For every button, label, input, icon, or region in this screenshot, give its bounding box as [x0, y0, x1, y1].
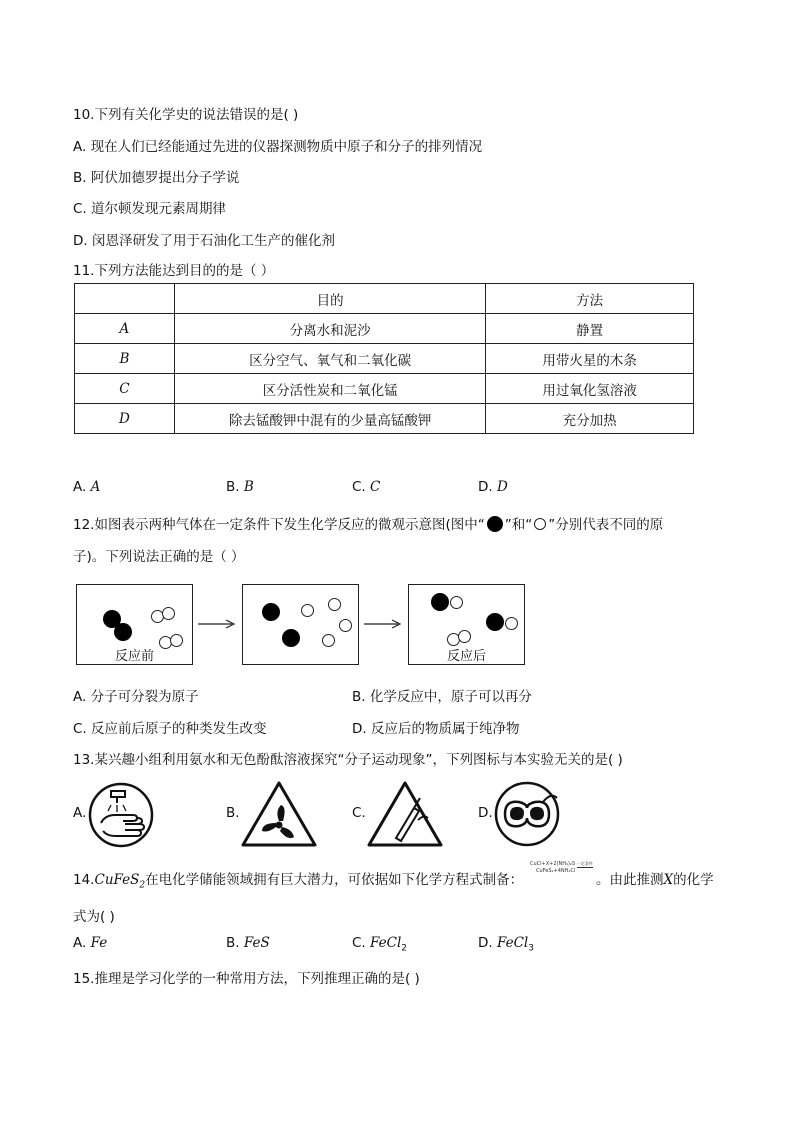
white-atom-icon [301, 604, 314, 617]
q10-stem: 10.下列有关化学史的说法错误的是( ) [73, 107, 299, 123]
table-cell: C [75, 374, 175, 404]
table-cell: 区分活性炭和二氧化锰 [174, 374, 485, 404]
option-prefix: D. [478, 479, 497, 495]
table-row [75, 404, 694, 434]
q13-label-d: D. [478, 805, 493, 821]
option-value: D [496, 479, 508, 495]
black-atom-icon [114, 623, 132, 641]
label-after: 反应后 [446, 649, 486, 664]
white-atom-icon [328, 598, 341, 611]
option-value: C [370, 479, 381, 495]
ventilation-fan-icon [240, 780, 318, 848]
table-cell: D [75, 404, 175, 434]
q12-stem-part3: ”分别代表不同的原 [548, 517, 664, 533]
q10-option-a: A. 现在人们已经能通过先进的仪器探测物质中原子和分子的排列情况 [73, 139, 483, 155]
table-row [75, 344, 694, 374]
table-header-cell [75, 284, 175, 314]
table-cell: A [75, 314, 175, 344]
white-atom-icon [505, 617, 518, 630]
black-atom-icon [282, 629, 300, 647]
black-atom-icon [262, 603, 280, 621]
sharp-object-icon [366, 780, 444, 848]
q13-stem: 13.某兴趣小组利用氨水和无色酚酞溶液探究“分子运动现象”，下列图标与本实验无关的是( ) [73, 752, 623, 768]
q12-stem-line2: 子)。下列说法正确的是（ ） [73, 549, 245, 565]
black-atom-icon [487, 516, 503, 532]
q14-option-c: C. FeCl$_2$ [352, 935, 408, 954]
q11-option-a [73, 479, 100, 495]
option-prefix: C. [352, 479, 371, 495]
q11-stem: 11.下列方法能达到目的的是（ ） [73, 263, 275, 279]
table-row [75, 314, 694, 344]
q12-option-b: B. 化学反应中，原子可以再分 [352, 689, 532, 705]
q10-option-b: B. 阿伏加德罗提出分子学说 [73, 170, 240, 186]
reaction-before-box [76, 584, 193, 665]
hand-wash-icon [87, 781, 155, 849]
option-prefix: B. [226, 479, 244, 495]
q13-label-b: B. [226, 805, 240, 821]
white-atom-icon [534, 518, 546, 530]
option-prefix: A. [73, 479, 91, 495]
q13-label-a: A. [73, 805, 87, 821]
q15-stem: 15.推理是学习化学的一种常用方法，下列推理正确的是( ) [73, 971, 420, 987]
q10-option-c: C. 道尔顿发现元素周期律 [73, 201, 227, 217]
reaction-after-box [408, 584, 525, 665]
label-before: 反应前 [114, 649, 154, 664]
q14-stem-end: 。由此推测X的化学 [596, 872, 714, 888]
black-atom-icon [486, 613, 504, 631]
white-atom-icon [458, 630, 471, 643]
q11-option-c [352, 479, 380, 495]
white-atom-icon [322, 634, 335, 647]
table-cell: 静置 [486, 314, 694, 344]
q14-option-d: D. FeCl$_3$ [478, 935, 534, 954]
q14-number: 14. [73, 872, 95, 888]
q14-formula: CuFeS$_2$ [94, 872, 146, 891]
q14-stem-mid: 在电化学储能领域拥有巨大潜力，可依据如下化学方程式制备： [145, 872, 524, 888]
q10-option-d: D. 闵恩泽研发了用于石油化工生产的催化剂 [73, 233, 335, 249]
q11-table [74, 283, 694, 434]
option-value: A [90, 479, 101, 495]
table-cell: 用带火星的木条 [486, 344, 694, 374]
table-cell: 用过氧化氢溶液 [486, 374, 694, 404]
table-header-row [75, 284, 694, 314]
table-cell: 充分加热 [486, 404, 694, 434]
option-value: B [243, 479, 254, 495]
q12-stem-part1: 12.如图表示两种气体在一定条件下发生化学反应的微观示意图(图中“ [73, 517, 485, 533]
white-atom-icon [339, 619, 352, 632]
q14-option-a: A. Fe [73, 935, 108, 951]
table-cell: B [75, 344, 175, 374]
q11-option-b [226, 479, 254, 495]
q14-option-b: B. FeS [226, 935, 270, 951]
q12-stem-part2: ”和“ [504, 517, 533, 533]
arrow-icon [362, 618, 404, 630]
q12-option-c: C. 反应前后原子的种类发生改变 [73, 721, 267, 737]
q11-option-d [478, 479, 508, 495]
white-atom-icon [162, 607, 175, 620]
q14-equation: CuCl+X+2(NH₄)₂S 一定条件 CuFeS₂+4NH₄Cl [530, 861, 593, 874]
goggles-icon [493, 780, 561, 848]
q14-stem-line2: 式为( ) [73, 909, 115, 925]
table-header-cell: 方法 [486, 284, 694, 314]
q14-stem [73, 868, 523, 891]
white-atom-icon [450, 596, 463, 609]
table-cell: 区分空气、氧气和二氧化碳 [174, 344, 485, 374]
q13-label-c: C. [352, 805, 366, 821]
table-row [75, 374, 694, 404]
arrow-icon [196, 618, 238, 630]
table-cell: 除去锰酸钾中混有的少量高锰酸钾 [174, 404, 485, 434]
reaction-middle-box [242, 584, 359, 665]
black-atom-icon [431, 593, 449, 611]
q12-option-d: D. 反应后的物质属于纯净物 [352, 721, 520, 737]
table-cell: 分离水和泥沙 [174, 314, 485, 344]
q12-stem [73, 513, 663, 533]
q12-option-a: A. 分子可分裂为原子 [73, 689, 199, 705]
table-header-cell: 目的 [174, 284, 485, 314]
